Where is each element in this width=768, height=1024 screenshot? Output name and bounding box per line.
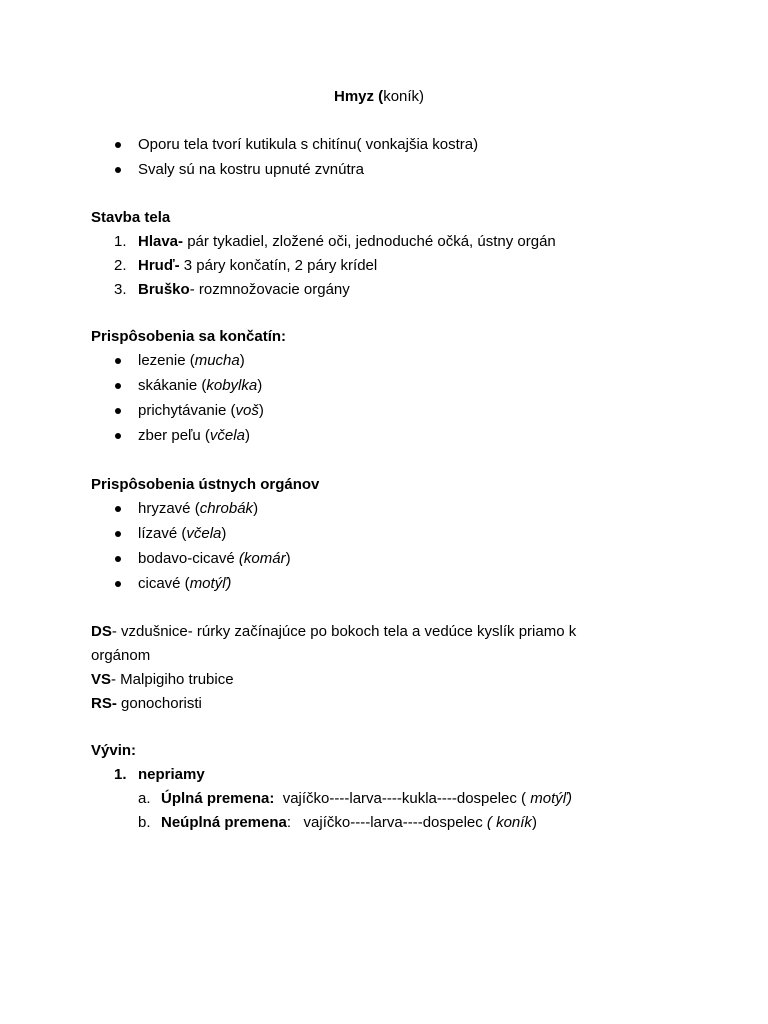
bullet-icon [115, 506, 121, 512]
list-number: 1. [114, 233, 127, 250]
title-rest: koník) [383, 88, 425, 105]
koncatiny-item: prichytávanie (voš) [138, 402, 264, 419]
ds-label: DS [91, 623, 112, 640]
bullet-icon [115, 358, 121, 364]
stavba-item-text [138, 280, 350, 300]
title-bold: Hmyz ( [334, 88, 384, 105]
bullet-icon [115, 408, 121, 414]
section-heading-koncatiny [91, 327, 286, 347]
stavba-item-text [138, 232, 556, 252]
stavba-heading-text: Stavba tela [91, 209, 171, 226]
vyvin-sub-item: Neúplná premena: vajíčko----larva----dospelec ( koník) [161, 814, 537, 831]
ds-line-2: orgánom [91, 647, 151, 664]
rs-label: RS- [91, 695, 117, 712]
stavba-item [114, 256, 127, 276]
ustne-heading-text: Prispôsobenia ústnych orgánov [91, 476, 320, 493]
ds-text: - vzdušnice- rúrky začínajúce po bokoch tela a vedúce kyslík priamo k [111, 623, 577, 640]
intro-bullet-1: Oporu tela tvorí kutikula s chitínu( vonkajšia kostra) [138, 136, 479, 153]
page-title [334, 87, 424, 107]
ustne-item: cicavé (motýľ) [138, 575, 232, 592]
section-heading-ustne [91, 475, 319, 495]
bullet-icon [115, 556, 121, 562]
bullet-icon [115, 142, 121, 148]
bullet-icon [115, 383, 121, 389]
koncatiny-item: zber peľu (včela) [138, 427, 250, 444]
rs-text: gonochoristi [116, 695, 202, 712]
bullet-icon [115, 531, 121, 537]
ds-line [91, 622, 576, 642]
vyvin-item-number: 1. [114, 766, 127, 783]
bullet-icon [115, 581, 121, 587]
stavba-item [114, 232, 127, 252]
ustne-item: bodavo-cicavé (komár) [138, 550, 291, 567]
vs-label: VS [91, 671, 112, 688]
vyvin-sub-letter: b. [138, 814, 151, 831]
list-number: 3. [114, 281, 127, 298]
stavba-item-bold: Bruško [138, 281, 190, 298]
intro-bullet-2: Svaly sú na kostru upnuté zvnútra [138, 161, 364, 178]
stavba-item-bold: Hruď- [138, 257, 180, 274]
section-heading-vyvin [91, 741, 136, 761]
stavba-item-bold: Hlava- [138, 233, 184, 250]
rs-line [91, 694, 202, 714]
vyvin-item-label: nepriamy [138, 766, 205, 783]
list-number: 2. [114, 257, 127, 274]
ustne-item: hryzavé (chrobák) [138, 500, 259, 517]
koncatiny-item: skákanie (kobylka) [138, 377, 263, 394]
stavba-item [114, 280, 127, 300]
section-heading-stavba [91, 208, 170, 228]
vs-line [91, 670, 234, 690]
stavba-item-text [138, 256, 377, 276]
vyvin-sub-letter: a. [138, 790, 151, 807]
stavba-item-desc: 3 páry končatín, 2 páry krídel [179, 257, 378, 274]
stavba-item-desc: - rozmnožovacie orgány [189, 281, 350, 298]
koncatiny-heading-text: Prispôsobenia sa končatín: [91, 328, 287, 345]
ustne-item: lízavé (včela) [138, 525, 227, 542]
vyvin-sub-item: Úplná premena: vajíčko----larva----kukla----dospelec ( motýľ) [161, 790, 572, 807]
stavba-item-desc: pár tykadiel, zložené oči, jednoduché očká, ústny orgán [183, 233, 556, 250]
bullet-icon [115, 433, 121, 439]
vs-text: - Malpigiho trubice [111, 671, 234, 688]
vyvin-heading-text: Vývin: [91, 742, 137, 759]
bullet-icon [115, 167, 121, 173]
koncatiny-item: lezenie (mucha) [138, 352, 245, 369]
